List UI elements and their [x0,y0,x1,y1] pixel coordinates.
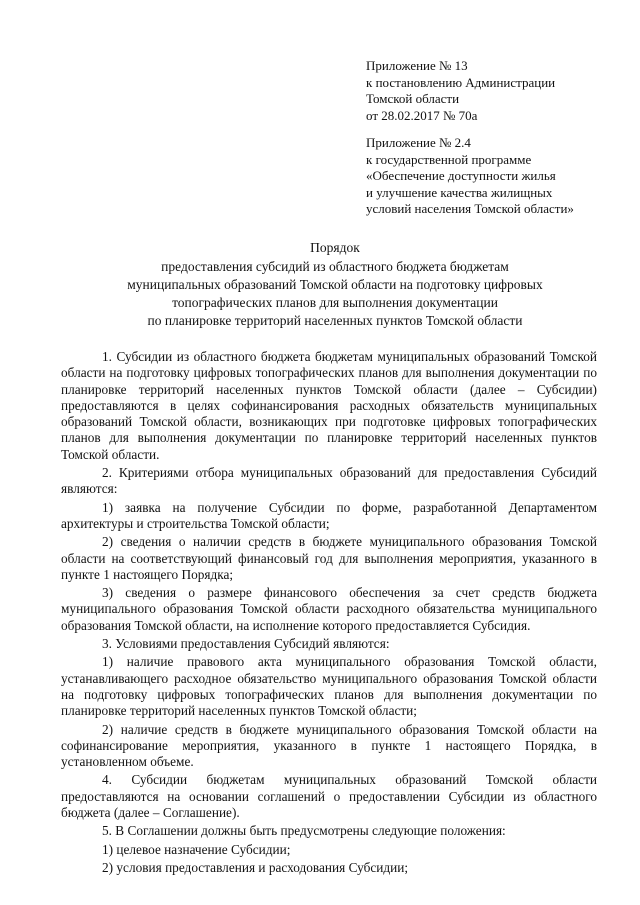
paragraph-5-item-1: 1) целевое назначение Субсидии; [102,841,291,857]
appendix-2-4-program-name-1: «Обеспечение доступности жилья [366,168,556,183]
paragraph-2-item-1: 1) заявка на получение Субсидии по форме, разработанной Департаментом архитектуры и строительства Томской области; [61,499,597,531]
appendix-13-region: Томской области [366,91,460,106]
paragraph-3: 3. Условиями предоставления Субсидий являются: [102,636,390,652]
appendix-13-number: Приложение № 13 [366,58,468,73]
paragraph-2: 2. Критериями отбора муниципальных образований для предоставления Субсидий являются: [61,465,597,497]
paragraph-5: 5. В Соглашении должны быть предусмотрены следующие положения: [102,823,506,839]
paragraph-3-item-1: 1) наличие правового акта муниципального образования Томской области, устанавливающего расходное обязательство муниципального образования Томской области на подготовку цифровых топографических планов для выполнения документации по планировке территорий населенных пунктов Томской области; [61,654,597,719]
appendix-2-4-program-name-2: и улучшение качества жилищных [366,184,553,200]
appendix-13-date: от 28.02.2017 № 70а [366,107,478,123]
document-body [61,349,597,876]
appendix-2-4-number: Приложение № 2.4 [366,135,471,150]
paragraph-1: 1. Субсидии из областного бюджета бюджетам муниципальных образований Томской области на подготовку цифровых топографических планов для выполнения документации по планировке территорий населенных пунктов Томской области (далее – Субсидии) предоставляются в целях софинансирования расходных обязательств муниципальных образований Томской области, возникающих при подготовке цифровых топографических планов для выполнения документации по планировке территорий населенных пунктов Томской области. [61,349,597,462]
paragraph-3-item-2: 2) наличие средств в бюджете муниципального образования Томской области на софинансирование мероприятия, указанного в пункте 1 настоящего Порядка, в установленном объеме. [61,721,597,770]
appendix-2-4-header [366,135,628,218]
paragraph-4: 4. Субсидии бюджетам муниципальных образований Томской области предоставляются на основании соглашений о предоставлении Субсидии из областного бюджета (далее – Соглашение). [61,772,597,821]
paragraph-2-item-2: 2) сведения о наличии средств в бюджете муниципального образования Томской области на соответствующий финансовый год для выполнения мероприятия, указанного в пункте 1 настоящего Порядка; [61,534,597,582]
paragraph-5-item-2: 2) условия предоставления и расходования Субсидии; [102,859,409,875]
title-line: по планировке территорий населенных пунктов Томской области [147,313,523,328]
title-main: Порядок [310,240,360,255]
appendix-13-header [366,58,628,124]
paragraph-2-item-3: 3) сведения о размере финансового обеспечения за счет средств бюджета муниципального образования Томской области расходного обязательства муниципального образования Томской области, на исполнение которого предоставляется Субсидия. [61,585,597,633]
title-line: муниципальных образований Томской области на подготовку цифровых [127,277,543,292]
title-line: предоставления субсидий из областного бюджета бюджетам [161,259,509,274]
title-line: топографических планов для выполнения документации [172,295,498,310]
appendix-13-decree-ref: к постановлению Администрации [366,74,556,90]
document-title [40,239,630,330]
appendix-2-4-program-ref: к государственной программе [366,151,532,167]
appendix-2-4-program-name-3: условий населения Томской области» [366,201,574,216]
